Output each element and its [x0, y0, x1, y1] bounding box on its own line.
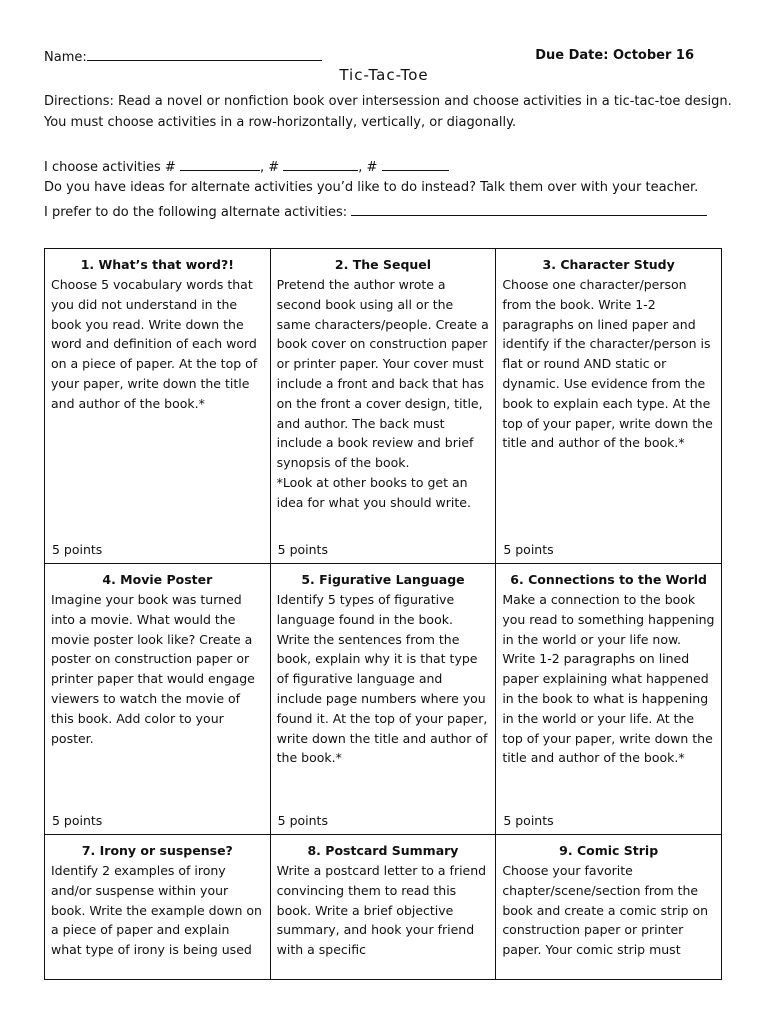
activity-description: Choose 5 vocabulary words that you did not understand in the book you read. Write down the word and definition of each word on a piece of paper. At the top of your paper, write down the title and author of the book.*: [51, 277, 258, 411]
activity-cell-2: [270, 249, 496, 564]
activity-title: 8. Postcard Summary: [307, 843, 459, 858]
directions-text: Directions: Read a novel or nonfiction book over intersession and choose activities in a tic-tac-toe design. You must choose activities in a row-horizontally, vertically, or diagonally.: [44, 94, 732, 130]
choose-sep-1: , #: [259, 160, 284, 175]
alternate-ideas-text: Do you have ideas for alternate activities you’d like to do instead? Talk them over with your teacher.: [44, 180, 699, 195]
activity-title: 7. Irony or suspense?: [81, 843, 233, 858]
activity-title: 9. Comic Strip: [559, 843, 659, 858]
name-field: [44, 48, 322, 65]
activity-description: Choose your favorite chapter/scene/section from the book and create a comic strip on construction paper or printer paper. Your comic strip must: [502, 863, 709, 958]
activity-description: Make a connection to the book you read to something happening in the world or your life now. Write 1-2 paragraphs on lined paper explaining what happened in the book to what is happening in the world or your life. At the top of your paper, write down the title and author of the book.*: [502, 592, 715, 766]
activity-description: Identify 5 types of figurative language found in the book. Write the sentences from the book, explain why it is that type of figurative language and include page numbers where you found it. At the top of your paper, write down the title and author of the book.*: [276, 592, 488, 766]
activity-points: 5 points: [52, 813, 103, 828]
activity-description: Identify 2 examples of irony and/or suspense within your book. Write the example down on a piece of paper and explain what type of irony is being used: [51, 863, 262, 958]
grid-row: [45, 564, 722, 835]
choose-sep-2: , #: [358, 160, 382, 175]
activity-cell-7: [45, 835, 271, 980]
activity-blank-2[interactable]: [283, 158, 358, 171]
name-label: Name:: [44, 50, 87, 65]
activity-description: Write a postcard letter to a friend convincing them to read this book. Write a brief objective summary, and hook your friend with a specific: [276, 863, 487, 958]
activity-points: 5 points: [503, 813, 554, 828]
alternate-activities-line: [44, 203, 707, 220]
tic-tac-toe-grid: [44, 248, 722, 980]
choose-prefix: I choose activities #: [44, 160, 180, 175]
activity-blank-3[interactable]: [382, 158, 449, 171]
activity-cell-8: [270, 835, 496, 980]
activity-title: 5. Figurative Language: [301, 572, 465, 587]
activity-points: 5 points: [503, 542, 554, 557]
alternate-activities-blank[interactable]: [351, 203, 707, 216]
activity-title: 3. Character Study: [542, 257, 675, 272]
activity-cell-3: [496, 249, 722, 564]
activity-points: 5 points: [277, 542, 328, 557]
activity-cell-9: [496, 835, 722, 980]
grid-row: [45, 249, 722, 564]
activity-cell-6: [496, 564, 722, 835]
activity-title: 4. Movie Poster: [102, 572, 213, 587]
activity-points: 5 points: [52, 542, 103, 557]
activity-description: Imagine your book was turned into a movie. What would the movie poster look like? Create a poster on construction paper or printer paper that would engage viewers to watch the movie of this book. Add color to your poster.: [51, 592, 255, 746]
page-title: Tic-Tac-Toe: [339, 66, 429, 84]
activity-title: 1. What’s that word?!: [80, 257, 234, 272]
activity-title: 2. The Sequel: [334, 257, 432, 272]
activity-blank-1[interactable]: [180, 158, 260, 171]
activity-cell-5: [270, 564, 496, 835]
activity-points: 5 points: [277, 813, 328, 828]
activity-description: Choose one character/person from the book. Write 1-2 paragraphs on lined paper and identify if the character/person is flat or round AND static or dynamic. Use evidence from the book to explain each type. At the top of your paper, write down the title and author of the book.*: [502, 277, 713, 451]
prefer-label: I prefer to do the following alternate activities:: [44, 205, 352, 220]
due-date: Due Date: October 16: [535, 48, 694, 63]
name-blank[interactable]: [87, 48, 322, 61]
grid-row: [45, 835, 722, 980]
choose-activities-line: [44, 158, 449, 175]
activity-cell-1: [45, 249, 271, 564]
activity-cell-4: [45, 564, 271, 835]
activity-title: 6. Connections to the World: [510, 572, 708, 587]
activity-description: Pretend the author wrote a second book using all or the same characters/people. Create a book cover on construction paper or printer paper. Your cover must include a front and back that has on the front a cover design, title, and author. The back must include a book review and brief synopsis of the book. *Look at other books to get an idea for what you should write.: [276, 277, 489, 510]
